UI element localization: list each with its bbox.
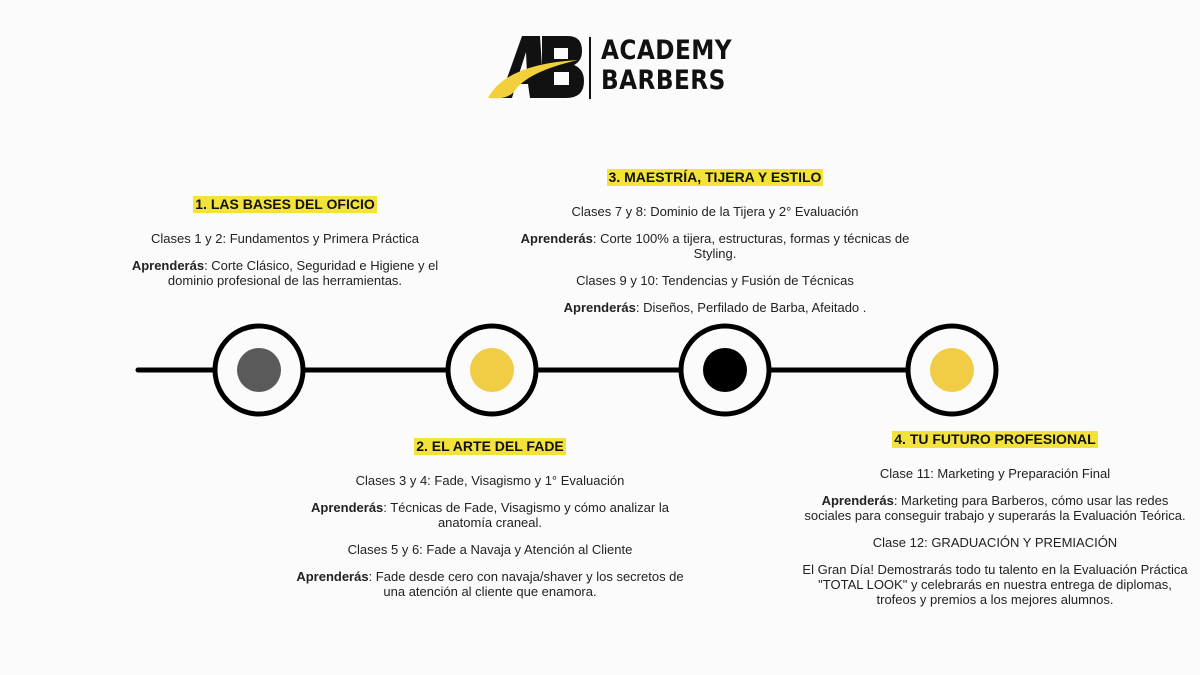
stage-1 [120, 196, 450, 300]
stage-2 [290, 438, 690, 611]
learn-label: Aprenderás [520, 231, 593, 246]
brand-name-line1: ACADEMY [601, 35, 733, 66]
learn-label: Aprenderás [296, 569, 369, 584]
timeline-node-1 [215, 326, 303, 414]
learn-text: : Marketing para Barberos, cómo usar las redes sociales para conseguir trabajo y superarás la Evaluación Teórica. [804, 493, 1186, 523]
learn-text: : Técnicas de Fade, Visagismo y cómo analizar la anatomía craneal. [383, 500, 669, 530]
brand-name-line2: BARBERS [601, 65, 726, 96]
learn-label: Aprenderás [131, 258, 205, 273]
learn-text: : Diseños, Perfilado de Barba, Afeitado . [635, 300, 867, 315]
stage-4-final-day: El Gran Día! Demostrarás todo tu talento en la Evaluación Práctica "TOTAL LOOK" y celebrarás en nuestra entrega de diplomas, trofeos y premios a los mejores alumnos. [802, 562, 1188, 607]
learn-label: Aprenderás [563, 300, 636, 315]
learn-text: : Corte 100% a tijera, estructuras, formas y técnicas de Styling. [592, 231, 910, 261]
stage-1-learn [120, 258, 450, 288]
stage-4-classes-b: Clase 12: GRADUACIÓN Y PREMIACIÓN [872, 535, 1118, 550]
stage-2-title: 2. EL ARTE DEL FADE [416, 438, 564, 454]
timeline-node-2 [448, 326, 536, 414]
stage-3-classes-b: Clases 9 y 10: Tendencias y Fusión de Técnicas [576, 273, 854, 288]
timeline-node-4 [908, 326, 996, 414]
stage-3-title: 3. MAESTRÍA, TIJERA Y ESTILO [608, 169, 822, 185]
stage-1-title: 1. LAS BASES DEL OFICIO [195, 196, 375, 212]
stage-2-classes-b: Clases 5 y 6: Fade a Navaja y Atención al Cliente [347, 542, 633, 557]
learn-text: : Corte Clásico, Seguridad e Higiene y el dominio profesional de las herramientas. [167, 258, 439, 288]
learn-text: : Fade desde cero con navaja/shaver y los secretos de una atención al cliente que enamora. [368, 569, 684, 599]
stage-1-classes: Clases 1 y 2: Fundamentos y Primera Práctica [150, 231, 420, 246]
learn-label: Aprenderás [311, 500, 384, 515]
stage-3-learn-a [520, 231, 910, 261]
stage-2-learn-a [290, 500, 690, 530]
timeline-node-3 [681, 326, 769, 414]
learn-label: Aprenderás [821, 493, 894, 508]
stage-3 [520, 169, 910, 327]
stage-3-classes-a: Clases 7 y 8: Dominio de la Tijera y 2° Evaluación [571, 204, 859, 219]
stage-4-learn-a [800, 493, 1190, 523]
stage-4 [800, 431, 1190, 619]
stage-2-learn-b [290, 569, 690, 599]
stage-4-classes-a: Clase 11: Marketing y Preparación Final [879, 466, 1111, 481]
stage-2-classes-a: Clases 3 y 4: Fade, Visagismo y 1° Evaluación [355, 473, 625, 488]
stage-3-learn-b [520, 300, 910, 315]
stage-4-title: 4. TU FUTURO PROFESIONAL [894, 431, 1096, 447]
